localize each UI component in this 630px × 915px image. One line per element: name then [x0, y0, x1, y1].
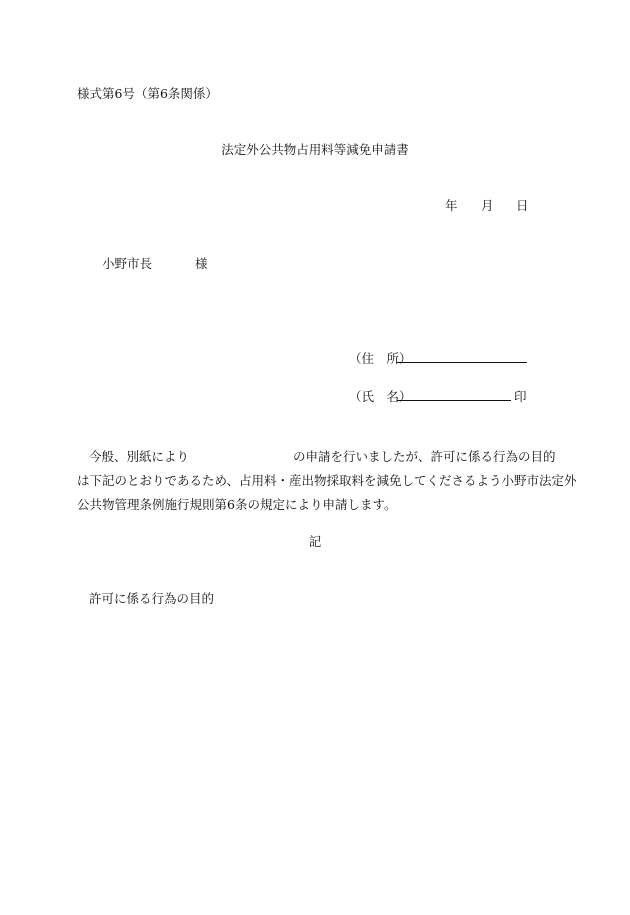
statement-line-1-part-a: 今般、別紙により — [89, 449, 190, 464]
statement-line-1 — [77, 445, 556, 469]
statement-line-1-part-b: の申請を行いましたが、許可に係る行為の目的 — [293, 449, 556, 464]
date-year-label: 年 — [445, 198, 458, 213]
name-label: （氏 名） — [349, 389, 412, 404]
seal-mark: 印 — [514, 389, 527, 404]
form-number: 様式第6号（第6条関係） — [77, 86, 218, 101]
address-label: （住 所） — [349, 351, 412, 366]
addressee-name: 小野市長 — [102, 256, 153, 271]
record-heading: 記 — [308, 534, 322, 549]
purpose-heading: 許可に係る行為の目的 — [89, 591, 215, 606]
application-statement — [77, 445, 577, 517]
statement-line-2: は下記のとおりであるため、占用料・産出物採取料を減免してくださるよう小野市法定外 — [77, 473, 577, 488]
name-field-line — [397, 400, 511, 401]
date-month-label: 月 — [481, 198, 494, 213]
document-title: 法定外公共物占用料等減免申請書 — [221, 142, 409, 157]
statement-line-3: 公共物管理条例施行規則第6条の規定により申請します。 — [77, 497, 397, 512]
address-field-line — [397, 362, 527, 363]
addressee-suffix: 様 — [195, 256, 208, 271]
date-day-label: 日 — [516, 198, 529, 213]
